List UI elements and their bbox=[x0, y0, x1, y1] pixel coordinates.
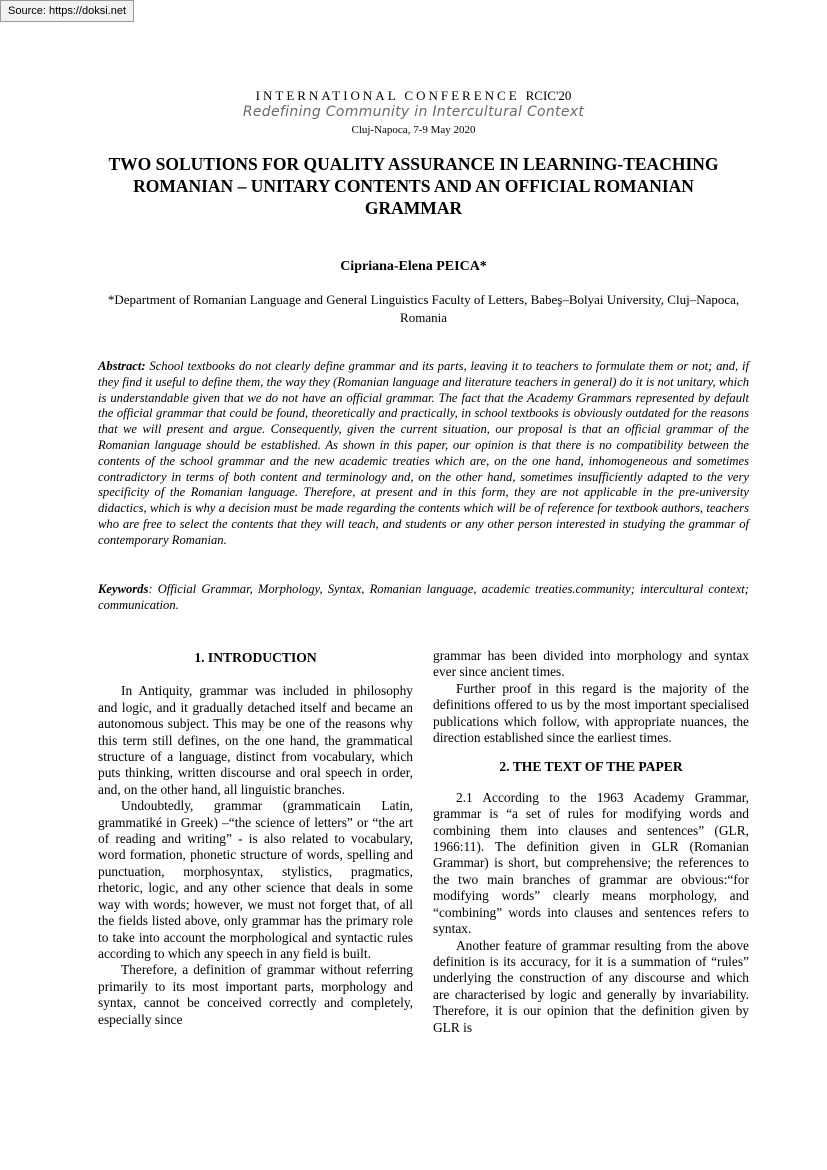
section-heading-text-of-paper: 2. THE TEXT OF THE PAPER bbox=[499, 759, 683, 775]
paragraph: Therefore, a definition of grammar without referring primarily to its most important parts, morphology and syntax, cannot be conceived correctly and completely, especially since bbox=[98, 962, 413, 1027]
paragraph: Another feature of grammar resulting from the above definition is its accuracy, for it is a summation of “rules” underlying the construction of any discourse and which are characterised by logic and generally by invariability. Therefore, it is our opinion that the definition given by GLR is bbox=[433, 937, 749, 1035]
paper-title: TWO SOLUTIONS FOR QUALITY ASSURANCE IN LEARNING-TEACHING ROMANIAN – UNITARY CONTENTS AND AN OFFICIAL ROMANIAN GRAMMAR bbox=[108, 154, 719, 218]
paragraph: grammar has been divided into morphology and syntax ever since ancient times. bbox=[433, 648, 749, 680]
conference-title: INTERNATIONAL CONFERENCE bbox=[255, 88, 520, 103]
conference-place-date: Cluj-Napoca, 7-9 May 2020 bbox=[351, 124, 476, 136]
keywords-text: : Official Grammar, Morphology, Syntax, Romanian language, academic treaties.community; intercultural context; communication. bbox=[98, 582, 749, 612]
right-column bbox=[433, 648, 749, 1036]
conference-theme: Redefining Community in Intercultural Context bbox=[242, 104, 585, 120]
paragraph: Undoubtedly, grammar (grammaticain Latin, grammatiké in Greek) –“the science of letters” or “the art of reading and writing” - is also related to vocabulary, word formation, phonetic structure of words, spelling and punctuation, morphosyntax, stylistics, pragmatics, rhetoric, logic, and any other science that deals in some way with words; however, we must not forget that, of all the fields listed above, only grammar has the primary role to take into account the morphological and syntactic rules according to which any speech in any field is built. bbox=[98, 798, 413, 961]
abstract-label: Abstract: bbox=[98, 359, 146, 373]
abstract bbox=[98, 359, 749, 549]
keywords bbox=[98, 582, 749, 614]
left-column bbox=[98, 648, 413, 1028]
keywords-label: Keywords bbox=[98, 582, 149, 596]
paragraph: Further proof in this regard is the majority of the definitions offered to us by the most important specialised publications which follow, with appropriate nuances, the direction established since the earliest times. bbox=[433, 680, 749, 746]
source-label[interactable]: Source: https://doksi.net bbox=[0, 0, 134, 22]
paper-affiliation: *Department of Romanian Language and General Linguistics Faculty of Letters, Babeş–Bolyai University, Cluj–Napoca, Romania bbox=[107, 292, 740, 325]
conference-name bbox=[0, 88, 827, 104]
conference-code: RCIC'20 bbox=[525, 88, 572, 103]
paper-author: Cipriana-Elena PEICA* bbox=[340, 259, 487, 274]
abstract-text: School textbooks do not clearly define grammar and its parts, leaving it to teachers to formulate them or not; and, if they find it useful to define them, the way they (Romanian language and literature teachers in general) do it is not unitary, which is understandable given that we do not have an official grammar. The fact that the Academy Grammars represented by default the official grammar that could be found, theoretically and practically, in school textbooks is obviously outdated for the reasons that we will present and argue. Consequently, given the current situation, our proposal is that an official grammar of the Romanian language should be established. As shown in this paper, our opinion is that there is no compatibility between the contents of the school grammar and the new academic treaties which are, on the one hand, inhomogeneous and sometimes contradictory in terms of both content and terminology and, on the other hand, sometimes insufficiently adapted to the very specificity of the Romanian language. Therefore, at present and in this form, they are not applicable in the pre-university didactics, which is why a decision must be made regarding the contents which will be of reference for textbook authors, teachers who are free to select the contents that they will teach, and students or any other person interested in studying the grammar of contemporary Romanian. bbox=[98, 359, 749, 547]
paragraph: 2.1 According to the 1963 Academy Grammar, grammar is “a set of rules for modifying words and combining them into clauses and sentences” (GLR, 1966:11). The definition given in GLR (Romanian Grammar) is short, but comprehensive; the references to the two main branches of grammar are obvious:“for modifying words” clearly means morphology, and “combining” words into clauses and sentences refers to syntax. bbox=[433, 789, 749, 937]
paragraph: In Antiquity, grammar was included in philosophy and logic, and it gradually detached itself and became an autonomous subject. This may be one of the reasons why this term still defines, on the one hand, the grammatical structure of a language, distinct from vocabulary, which puts thinking, written discourse and oral speech in order, and, on the other hand, all linguistic branches. bbox=[98, 683, 413, 797]
section-heading-introduction: 1. INTRODUCTION bbox=[194, 650, 317, 665]
